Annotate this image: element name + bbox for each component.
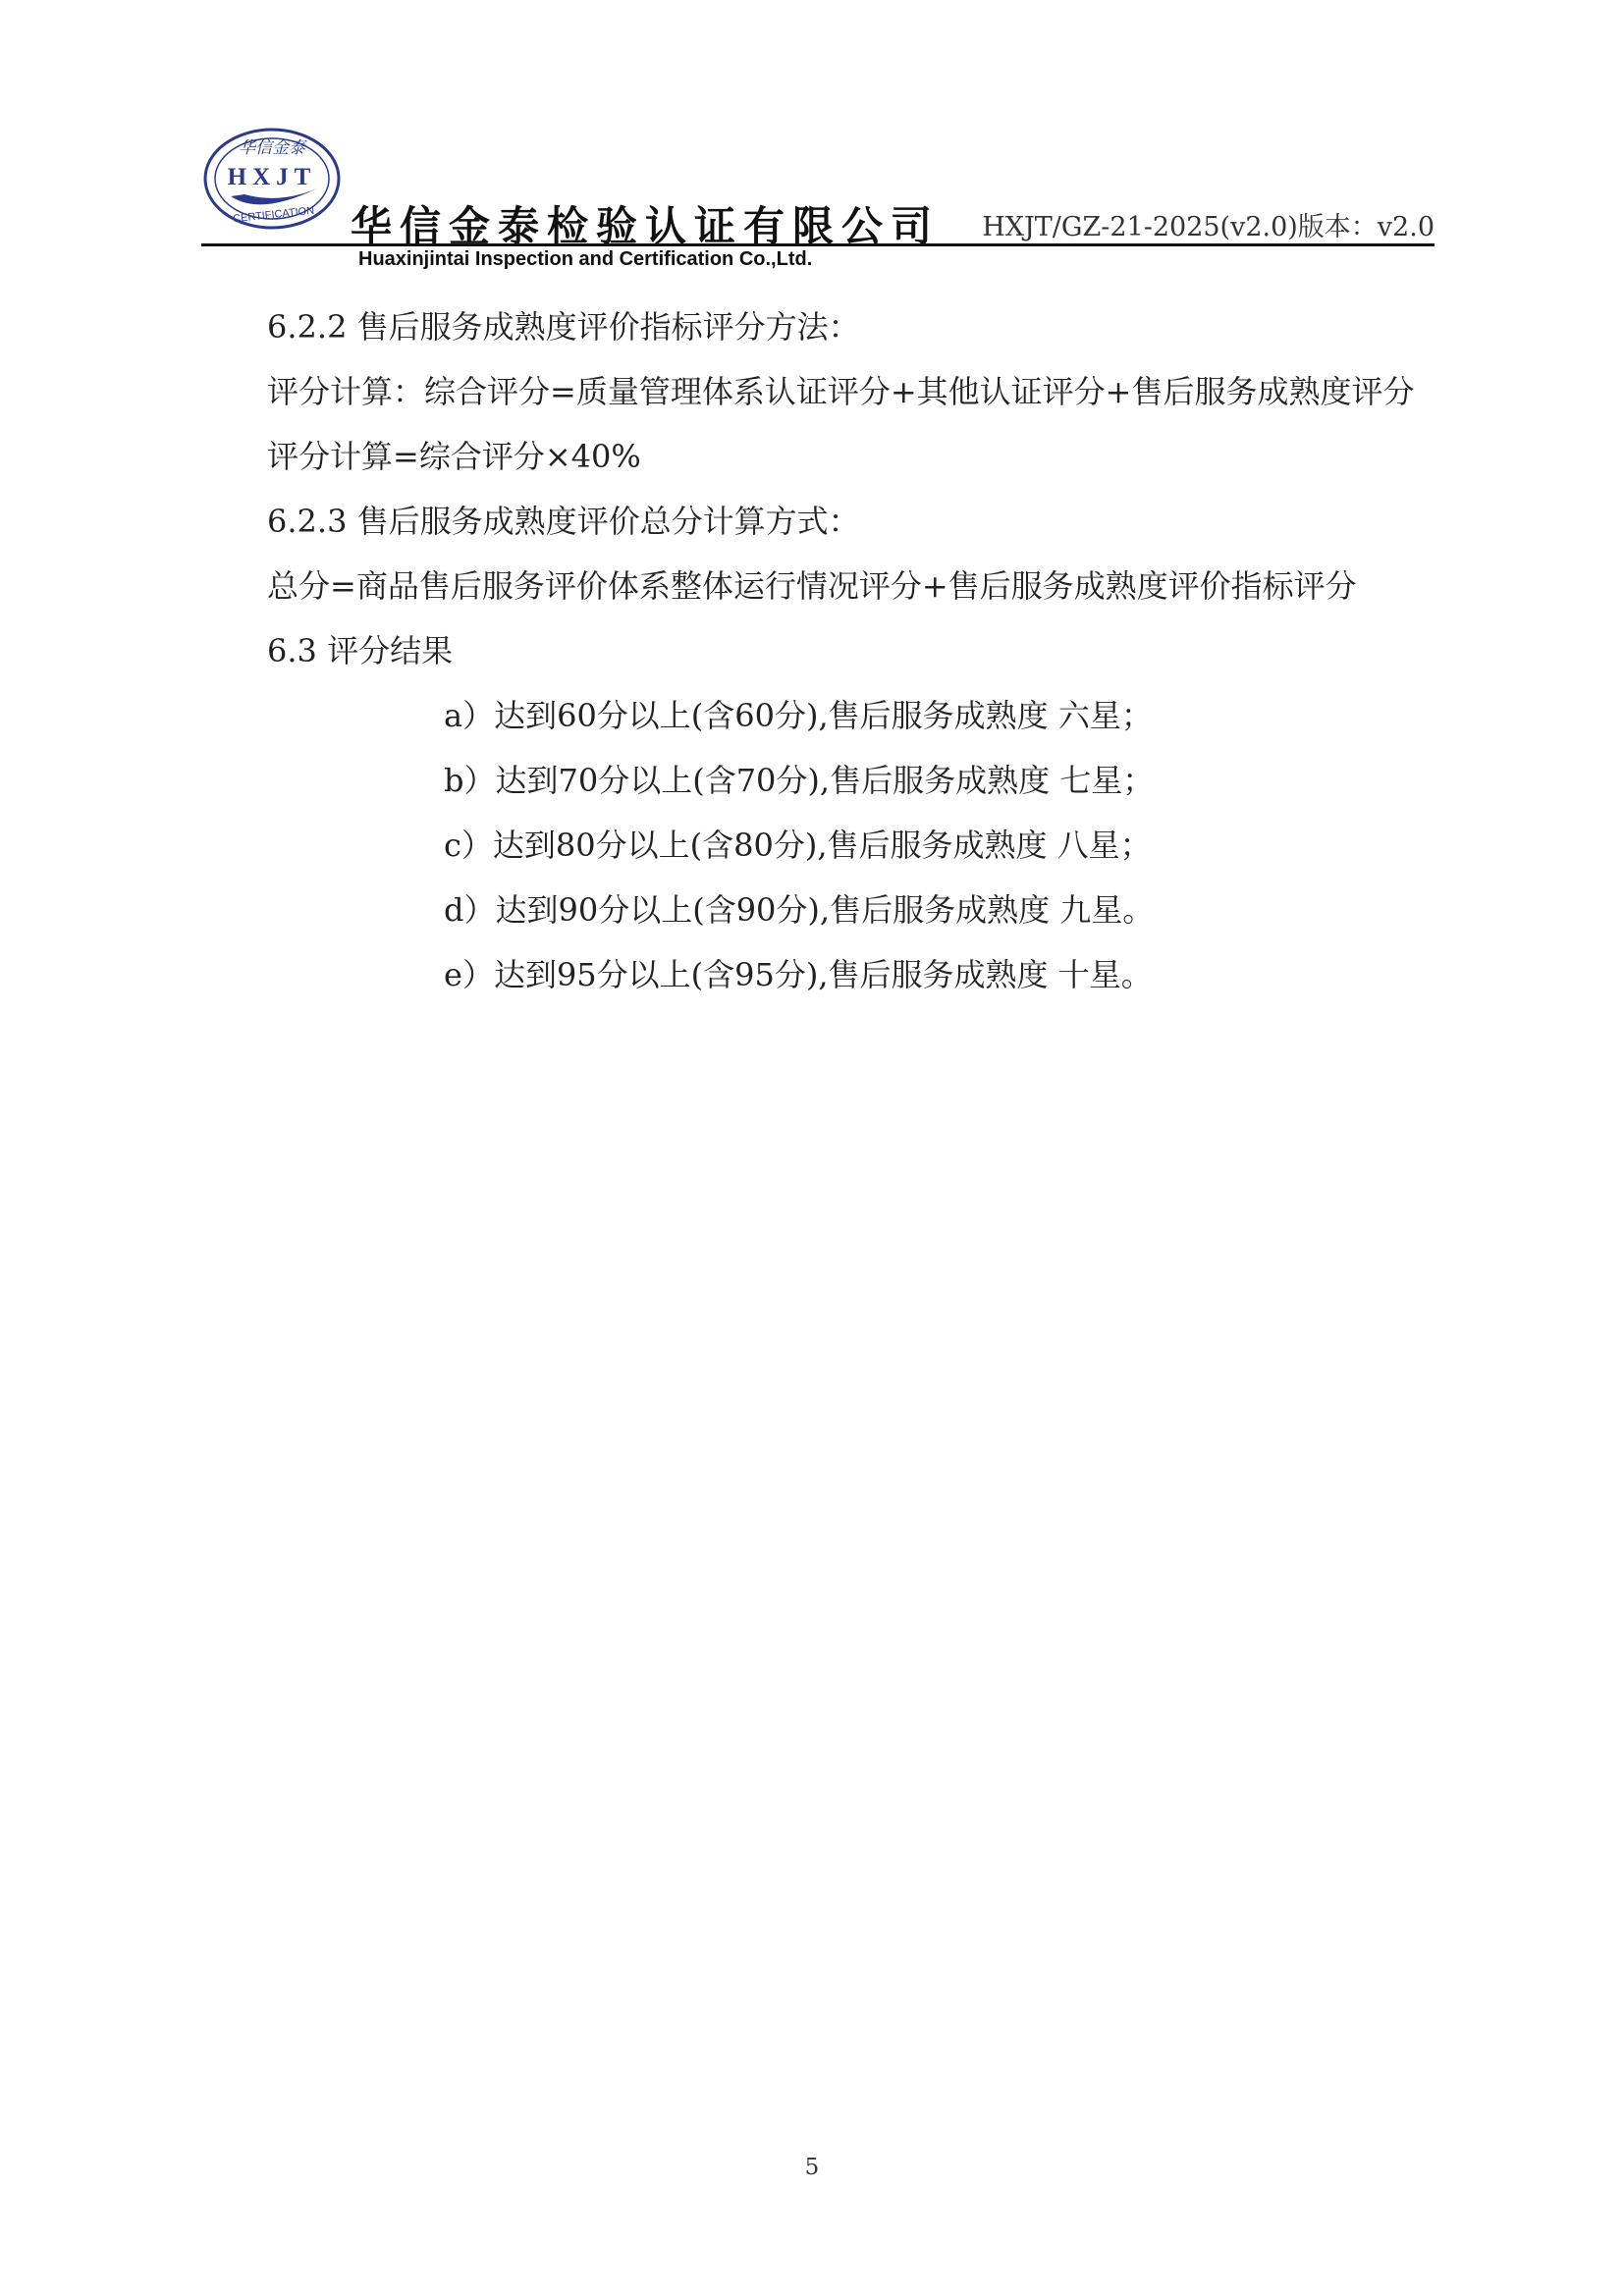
svg-text:HXJT: HXJT [227,164,317,190]
page-number: 5 [804,2155,820,2180]
svg-text:华信金泰: 华信金泰 [239,138,305,158]
document-body [267,294,1445,1007]
section-heading-6-2-2: 6.2.2 售后服务成熟度评价指标评分方法： [267,308,860,346]
company-name-cn: 华信金泰检验认证有限公司 [351,202,941,250]
page-header [201,118,1435,275]
list-item-result-b: b）达到70分以上(含70分),售后服务成熟度 七星； [444,762,1155,799]
section-heading-6-3: 6.3 评分结果 [267,632,454,669]
paragraph-score-weight: 评分计算=综合评分×40% [267,438,641,475]
list-item-result-c: c）达到80分以上(含80分),售后服务成熟度 八星； [444,827,1152,864]
list-item-result-e: e）达到95分以上(含95分),售后服务成熟度 十星。 [444,956,1153,993]
header-divider [201,243,1435,246]
list-item-result-a: a）达到60分以上(含60分),售后服务成熟度 六星； [444,697,1153,734]
paragraph-total-score: 总分=商品售后服务评价体系整体运行情况评分+售后服务成熟度评价指标评分 [267,567,1357,605]
list-item-result-d: d）达到90分以上(含90分),售后服务成熟度 九星。 [444,891,1155,929]
paragraph-score-formula: 评分计算：综合评分=质量管理体系认证评分+其他认证评分+售后服务成熟度评分 [267,373,1415,410]
document-code: HXJT/GZ-21-2025(v2.0)版本：v2.0 [982,212,1435,242]
company-name-en: Huaxinjintai Inspection and Certification Co.,Ltd. [358,248,813,270]
section-heading-6-2-3: 6.2.3 售后服务成熟度评价总分计算方式： [267,503,860,540]
hxjt-logo-icon [201,124,343,234]
svg-text:CERTIFICATION: CERTIFICATION [232,204,315,226]
